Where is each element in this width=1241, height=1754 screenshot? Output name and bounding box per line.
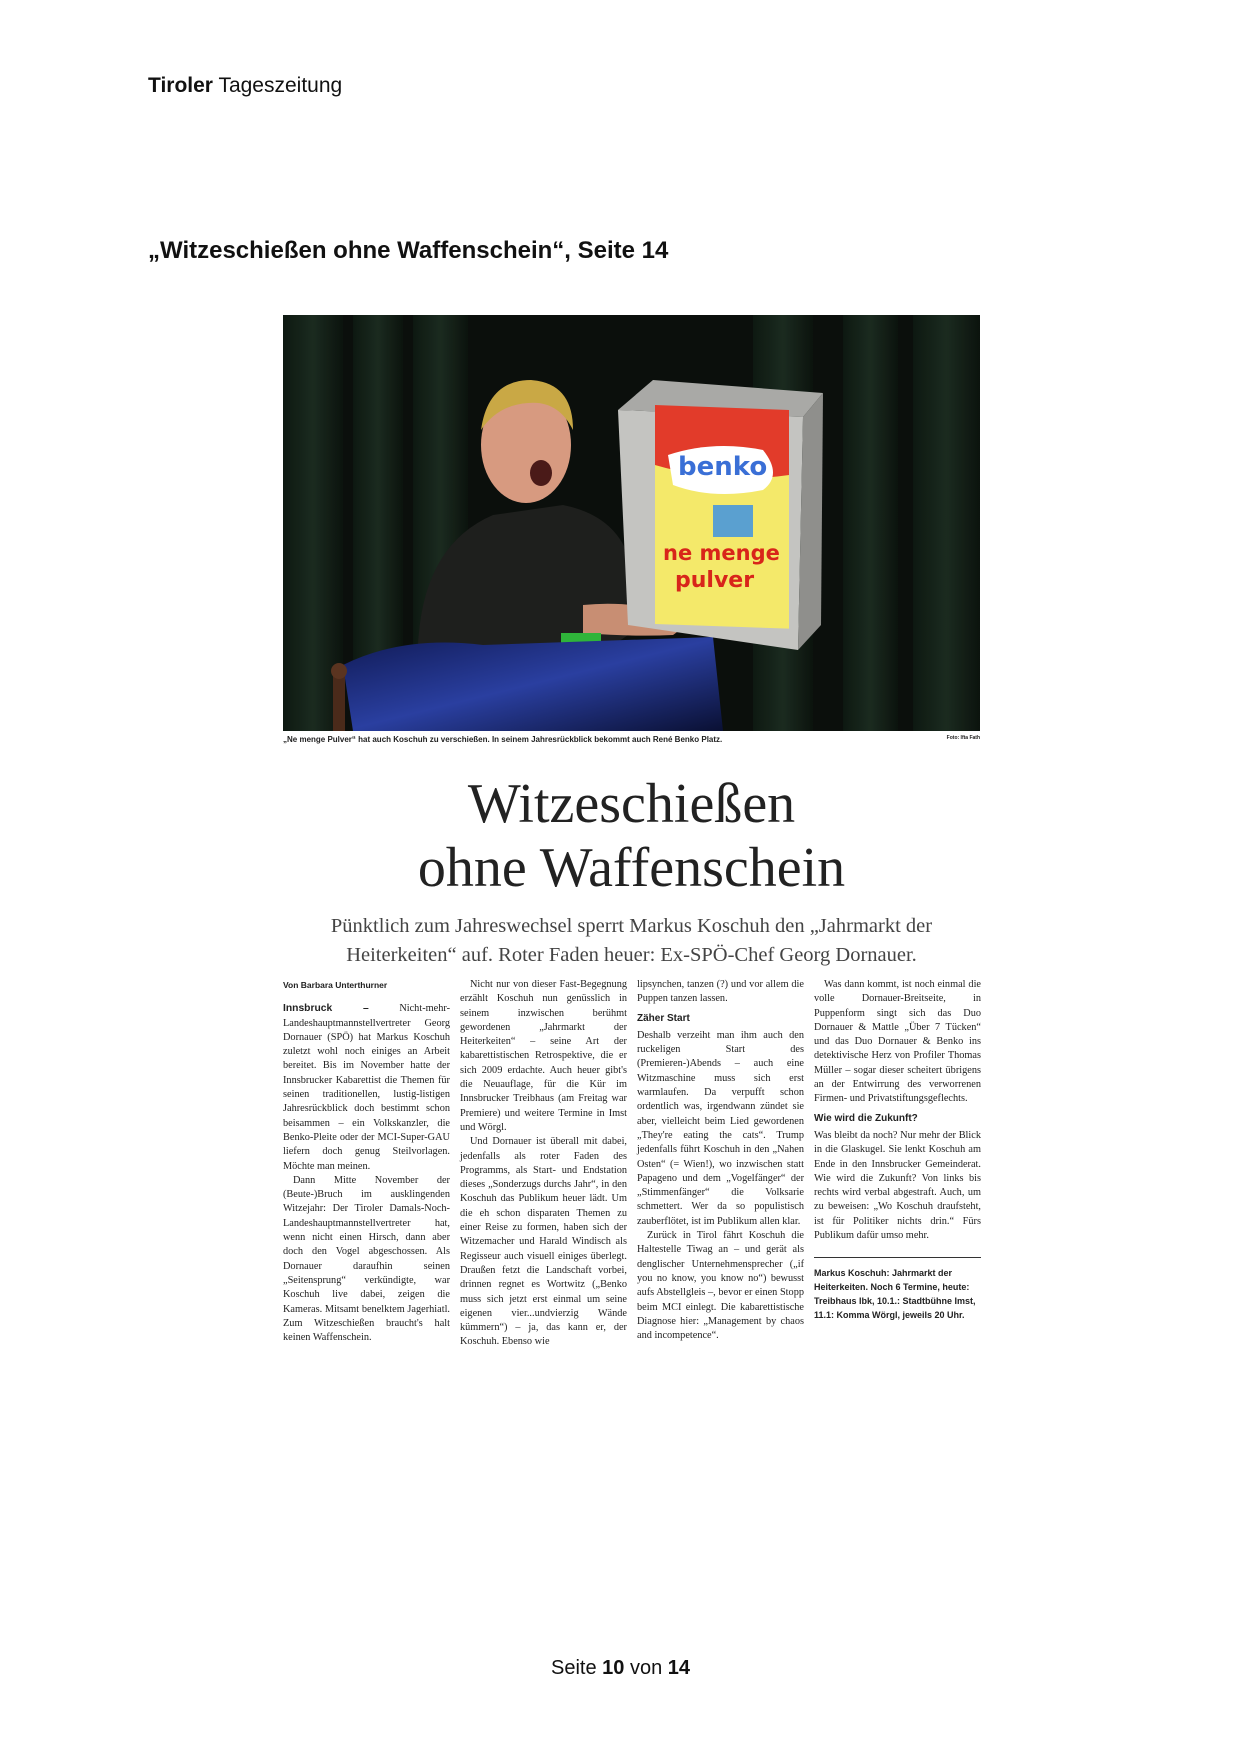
- page-of: von: [629, 1657, 663, 1679]
- publication-name-bold: Tiroler: [148, 74, 213, 97]
- page-total: 14: [667, 1657, 691, 1679]
- subheading-zaeher-start: Zäher Start: [637, 1012, 690, 1024]
- column-1: [283, 978, 450, 1345]
- dateline: Innsbruck –: [283, 1003, 369, 1015]
- event-info: Markus Koschuh: Jahrmarkt der Heiterkeiten. Noch 6 Termine, heute: Treibhaus Ibk, 10.1.: Stadtbühne Imst, 11.1: Komma Wörgl, jeweils 20 Uhr.: [814, 1268, 976, 1321]
- page-word: Seite: [550, 1657, 597, 1679]
- box-word-pulver: pulver: [675, 568, 755, 593]
- paragraph-5: lipsynchen, tanzen (?) und vor allem die Puppen tanzen lassen.: [637, 979, 804, 1005]
- page-current: 10: [602, 1657, 625, 1679]
- article-headline: [283, 772, 980, 900]
- paragraph-6: Deshalb verzeiht man ihm auch den ruckeligen Start des (Premieren-)Abends – auch eine Witzmaschine muss sich erst warmlaufen. Da verpufft schon ordentlich was, irgendwann zündet sie aber, vielleicht beim Lied gewordenen „They're eating the cats“. Trump jedenfalls führt Koschuh in den „Nahen Osten“ (= Wien!), wo inzwischen statt Papageno und dem „Vogelfänger“ der „Stimmenfänger“ die Volksarie schmettert. Wer da so populistisch zauberflötet, ist im Publikum allen klar.: [637, 1029, 804, 1227]
- publication-name-rest: Tageszeitung: [218, 74, 343, 97]
- paragraph-9: Was bleibt da noch? Nur mehr der Blick in die Glaskugel. Sie lenkt Koschuh am Ende in den Innsbrucker Gemeinderat. Wie wird die Zukunft? Von links bis rechts wird verbal abgestraft. Auch, um zu beweisen: „Wo Koschuh draufsteht, ist für Politiker nichts drin.“ Fürs Publikum dafür umso mehr.: [814, 1129, 981, 1242]
- box-word-benko: benko: [678, 452, 768, 482]
- paragraph-3: Nicht nur von dieser Fast-Begegnung erzählt Koschuh nun genüsslich in seinem inzwischen berühmt gewordenen „Jahrmarkt der Heiterkeiten“ – seine Art der kabarettistischen Retrospektive, die er sich 2009 erdachte. Auch heuer gibt's die Neuauflage, für die Kür im Innsbrucker Treibhaus (am Freitag war Premiere) und weitere Termine in Imst und Wörgl.: [460, 979, 627, 1133]
- byline: Von Barbara Unterthurner: [283, 980, 388, 990]
- headline-line-1: Witzeschießen: [467, 773, 796, 835]
- subheading-zukunft: Wie wird die Zukunft?: [814, 1112, 918, 1124]
- paragraph-8: Was dann kommt, ist noch einmal die volle Dornauer-Breitseite, in Puppenform singt sich das Duo Dornauer & Mattle „Über 7 Tücken“ und das Duo Dornauer & Benko ins detektivische Herz von Profiler Thomas Müller – sogar dieser scheitert übrigens an der Entwirrung des verworrenen Firmen- und Privatstiftungsgeflechts.: [814, 979, 981, 1105]
- box-word-menge: ne menge: [663, 541, 780, 565]
- paragraph-7: Zurück in Tirol fährt Koschuh die Haltestelle Tiwag an – und gerät als denglischer Unternehmensprecher („if you no know, you know no“) bewusst aufs Abstellgleis –, bevor er einen Stopp beim MCI einlegt. Die kabarettistische Diagnose hier: „Management by chaos and incompetence“.: [637, 1230, 804, 1342]
- column-3: [637, 978, 804, 1343]
- paragraph-1: [283, 1002, 450, 1174]
- column-4: [814, 978, 981, 1322]
- article-photo: [283, 315, 980, 731]
- publication-name: [148, 74, 342, 98]
- paragraph-4: Und Dornauer ist überall mit dabei, jedenfalls als roter Faden des Programms, als Start- und Endstation dieses „Sonderzugs durchs Jahr“, in den Koschuh das Publikum heuer lädt. Um die eh schon disparaten Themen zu einer Reise zu formen, haben sich der Witzemacher und Harald Windisch als Regisseur auch visuell einiges überlegt. Draußen fetzt die Landschaft vorbei, drinnen regnet es Wortwitz („Benko muss sich jetzt erst einmal um seine eigenen vier...undvierzig Wände kümmern“) – ja, das kann er, der Koschuh. Ebenso wie: [460, 1136, 627, 1348]
- paragraph-1-text: Nicht-mehr-Landeshauptmannstellvertreter Georg Dornauer (SPÖ) hat Markus Koschuh zuletzt wohl noch einiges an Arbeit bereitet. Bis im November hatte der Innsbrucker Kabarettist die Themen für seinen traditionellen, lustig-listigen Jahresrückblick doch bestimmt schon beisammen – ein Volkskanzler, die Benko-Pleite oder der MCI-Super-GAU liefern doch genug Steilvorlagen. Möchte man meinen.: [283, 1003, 450, 1172]
- photo-credit: Foto: Ifta Fath: [946, 735, 980, 741]
- info-divider: [814, 1257, 981, 1258]
- headline-line-2: ohne Waffenschein: [417, 837, 846, 899]
- column-2: [460, 978, 627, 1350]
- article-reference-title: „Witzeschießen ohne Waffenschein“, Seite 14: [148, 237, 669, 264]
- article-deck: Pünktlich zum Jahreswechsel sperrt Markus Koschuh den „Jahrmarkt der Heiterkeiten“ auf. Roter Faden heuer: Ex-SPÖ-Chef Georg Dornauer.: [330, 915, 933, 966]
- page-number: [0, 1657, 1241, 1680]
- photo-caption: [283, 735, 980, 744]
- caption-text: „Ne menge Pulver“ hat auch Koschuh zu verschießen. In seinem Jahresrückblick bekommt auch René Benko Platz.: [283, 735, 723, 744]
- paragraph-2: Dann Mitte November der (Beute-)Bruch im ausklingenden Witzejahr: Der Tiroler Damals-Noch-Landeshauptmannstellvertreter hat, wenn nicht einen Hirsch, dann aber doch den Vogel abgeschossen. Als Dornauer daraufhin seinen „Seitensprung“ verkündigte, war Koschuh live dabei, zeigen die Kameras. Mitsamt benelktem Jagerhiatl. Zum Witzeschießen braucht's halt keinen Waffenschein.: [283, 1174, 450, 1344]
